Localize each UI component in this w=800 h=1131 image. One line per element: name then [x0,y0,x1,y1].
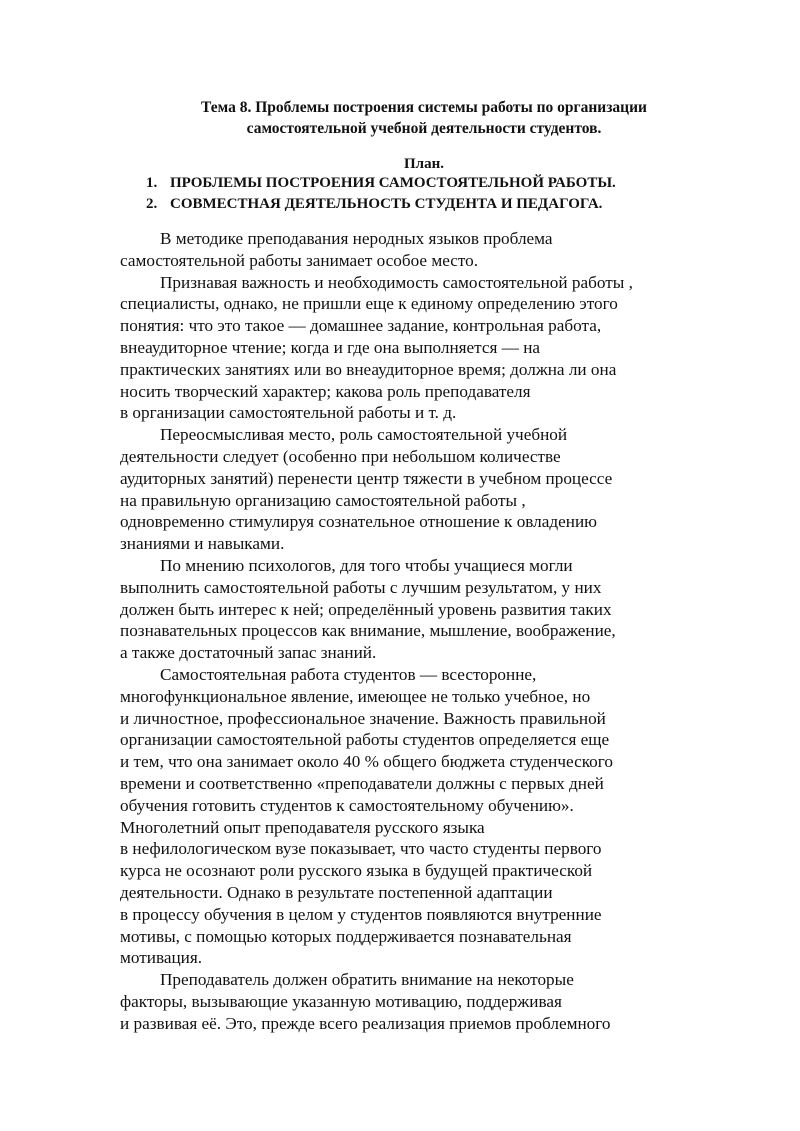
paragraph [120,272,720,425]
text-line: на правильную организацию самостоятельной работы , [120,490,526,510]
text-line: аудиторных занятий) перенести центр тяжести в учебном процессе [120,468,613,488]
text-line: в процессу обучения в целом у студентов появляются внутренние [120,904,602,924]
text-line: мотивация. [120,948,203,968]
title-line: Тема 8. Проблемы построения системы работы по организации [201,99,647,116]
text-line: должен быть интерес к ней; определённый уровень развития таких [120,599,612,619]
text-line: знаниями и навыками. [120,534,285,554]
paragraph [120,969,720,1034]
plan-item-number: 1. [146,175,158,191]
text-line: Многолетний опыт преподавателя русского языка [120,817,485,837]
text-line: а также достаточный запас знаний. [120,643,377,663]
text-line: специалисты, однако, не пришли еще к единому определению этого [120,294,618,314]
plan-heading: План. [404,156,444,172]
paragraph [120,555,720,664]
text-line: деятельности. Однако в результате постепенной адаптации [120,882,553,902]
text-line: обучения готовить студентов к самостоятельному обучению». [120,795,574,815]
plan-item-text: ПРОБЛЕМЫ ПОСТРОЕНИЯ САМОСТОЯТЕЛЬНОЙ РАБОТЫ. [170,175,616,191]
text-line: факторы, вызывающие указанную мотивацию, поддерживая [120,991,562,1011]
text-line: Самостоятельная работа студентов — всесторонне, [160,664,537,684]
text-line: познавательных процессов как внимание, мышление, воображение, [120,621,616,641]
text-line: мотивы, с помощью которых поддерживается познавательная [120,926,572,946]
text-line: организации самостоятельной работы студентов определяется еще [120,730,610,750]
text-line: деятельности следует (особенно при небольшом количестве [120,446,561,466]
text-line: Признавая важность и необходимость самостоятельной работы , [160,272,633,292]
plan-list [146,173,746,214]
text-line: выполнить самостоятельной работы с лучшим результатом, у них [120,577,602,597]
text-line: и развивая её. Это, прежде всего реализация приемов проблемного [120,1013,611,1033]
text-line: и тем, что она занимает около 40 % общего бюджета студенческого [120,752,613,772]
paragraph [120,228,720,272]
text-line: и личностное, профессиональное значение. Важность правильной [120,708,606,728]
plan-item [146,194,746,215]
text-line: курса не осознают роли русского языка в будущей практической [120,861,593,881]
text-line: Переосмысливая место, роль самостоятельной учебной [160,425,568,445]
text-line: в организации самостоятельной работы и т. д. [120,403,457,423]
text-line: По мнению психологов, для того чтобы учащиеся могли [160,555,573,575]
text-line: одновременно стимулируя сознательное отношение к овладению [120,512,598,532]
text-line: практических занятиях или во внеаудиторное время; должна ли она [120,359,617,379]
paragraph [120,664,720,969]
title-line: самостоятельной учебной деятельности студентов. [246,120,602,137]
text-line: внеаудиторное чтение; когда и где она выполняется — на [120,337,541,357]
plan-item [146,173,746,194]
text-line: Преподаватель должен обратить внимание на некоторые [160,970,574,990]
document-body [120,228,720,1034]
plan-item-text: СОВМЕСТНАЯ ДЕЯТЕЛЬНОСТЬ СТУДЕНТА И ПЕДАГОГА. [170,195,603,212]
text-line: многофункциональное явление, имеющее не только учебное, но [120,686,591,706]
paragraph [120,424,720,555]
text-line: В методике преподавания неродных языков проблема [160,229,553,248]
plan-item-number: 2. [146,195,158,212]
text-line: в нефилологическом вузе показывает, что часто студенты первого [120,839,602,859]
text-line: носить творческий характер; какова роль преподавателя [120,381,531,401]
text-line: времени и соответственно «преподаватели должны с первых дней [120,773,604,793]
document-title [120,97,728,139]
text-line: самостоятельной работы занимает особое место. [120,250,479,270]
text-line: понятия: что это такое — домашнее задание, контрольная работа, [120,316,602,336]
